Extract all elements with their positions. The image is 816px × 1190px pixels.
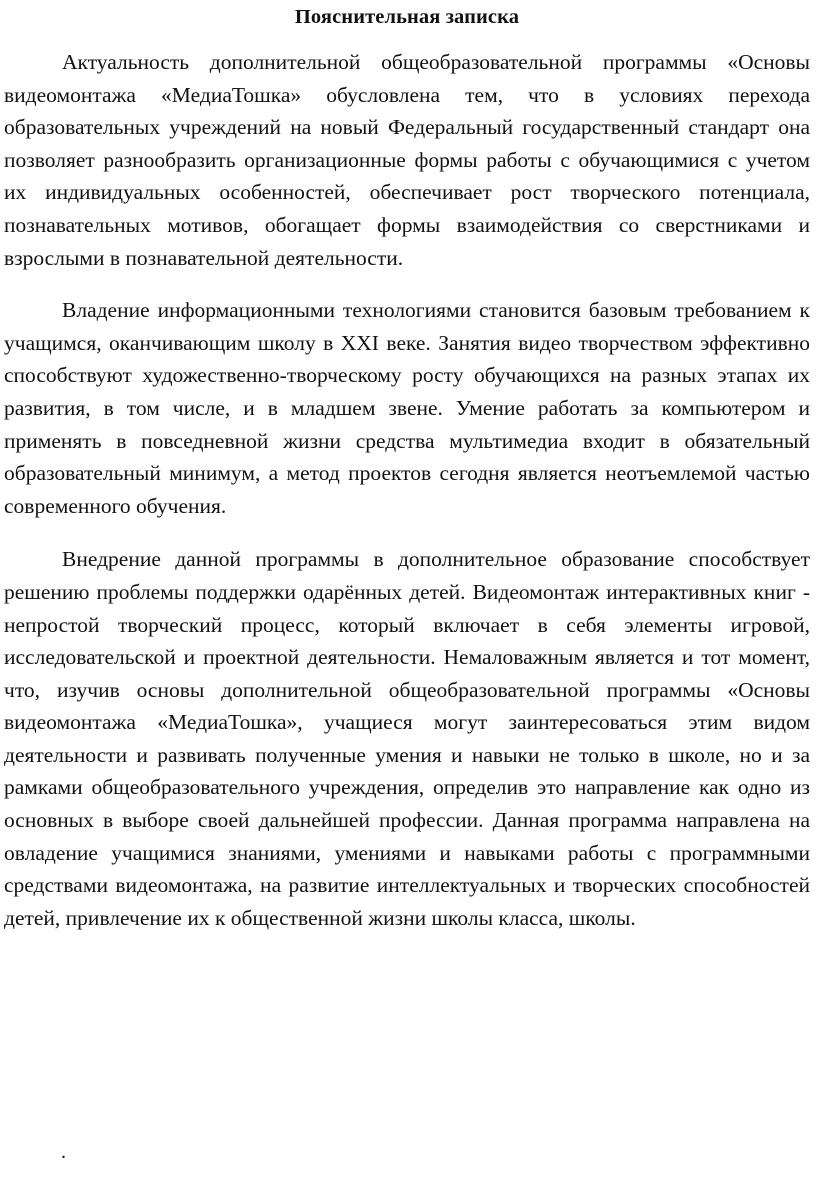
paragraph-relevance: Актуальность дополнительной общеобразовательной программы «Основы видеомонтажа «МедиаТошка» обусловлена тем, что в условиях перехода образовательных учреждений на новый Федеральный государственный стандарт она позволяет разнообразить организационные формы работы с обучающимися с учетом их индивидуальных особенностей, обеспечивает рост творческого потенциала, познавательных мотивов, обогащает формы взаимодействия со сверстниками и взрослыми в познавательной деятельности. bbox=[4, 50, 810, 270]
document-title: Пояснительная записка bbox=[294, 6, 520, 28]
paragraph-program-implementation: Внедрение данной программы в дополнительное образование способствует решению проблемы поддержки одарённых детей. Видеомонтаж интерактивных книг - непростой творческий процесс, который включает в себя элементы игровой, исследовательской и проектной деятельности. Немаловажным является и тот момент, что, изучив основы дополнительной общеобразовательной программы «Основы видеомонтажа «МедиаТошка», учащиеся могут заинтересоваться этим видом деятельности и развивать полученные умения и навыки не только в школе, но и за рамками общеобразовательного учреждения, определив это направление как одно из основных в выборе своей дальнейшей профессии. Данная программа направлена на овладение учащимися знаниями, умениями и навыками работы с программными средствами видеомонтажа, на развитие интеллектуальных и творческих способностей детей, привлечение их к общественной жизни школы класса, школы. bbox=[4, 547, 810, 930]
footer-dot: . bbox=[61, 1141, 66, 1163]
paragraph-it-skills: Владение информационными технологиями становится базовым требованием к учащимся, оканчивающим школу в XXI веке. Занятия видео творчеством эффективно способствуют художественно-творческому росту обучающихся на разных этапах их развития, в том числе, и в младшем звене. Умение работать за компьютером и применять в повседневной жизни средства мультимедиа входит в обязательный образовательный минимум, а метод проектов сегодня является неотъемлемой частью современного обучения. bbox=[4, 298, 810, 518]
